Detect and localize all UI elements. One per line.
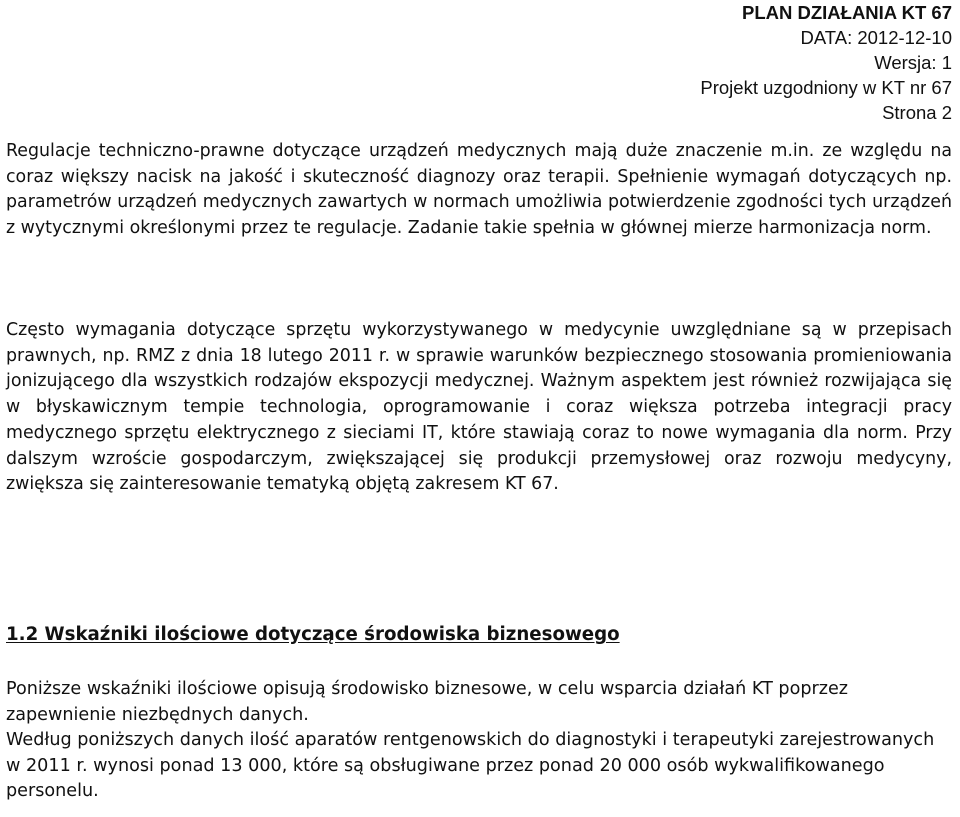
paragraph-text: Regulacje techniczno-prawne dotyczące urządzeń medycznych mają duże znaczenie m.in. ze względu na coraz większy nacisk na jakość i skuteczność diagnozy oraz terapii. Spełnienie wymagań dotyczących np. parametrów urządzeń medycznych zawartych w normach umożliwia potwierdzenie zgodności tych urządzeń z wytycznymi określonymi przez te regulacje. Zadanie takie spełnia w głównej mierze harmonizacja norm.: [6, 141, 952, 239]
paragraph-xray-data: Według poniższych danych ilość aparatów rentgenowskich do diagnostyki i terapeutyki zarejestrowanych w 2011 r. wynosi ponad 13 000, które są obsługiwane przez ponad 20 000 osób wykwalifikowanego personelu.: [6, 730, 935, 802]
paragraph-text: Często wymagania dotyczące sprzętu wykorzystywanego w medycynie uwzględniane są w przepisach prawnych, np. RMZ z dnia 18 lutego 2011 r. w sprawie warunków bezpiecznego stosowania promieniowania jonizującego dla wszystkich rodzajów ekspozycji medycznej. Ważnym aspektem jest również rozwijająca się w błyskawicznym tempie technologia, oprogramowanie i coraz większa potrzeba integracji pracy medycznego sprzętu elektrycznego z sieciami IT, które stawiają coraz to nowe wymagania dla norm. Przy dalszym wzroście gospodarczym, zwiększającej się produkcji przemysłowej oraz rozwoju medycyny, zwiększa się zainteresowanie tematyką objętą zakresem KT 67.: [6, 320, 952, 495]
paragraph-indicators: Poniższe wskaźniki ilościowe opisują środowisko biznesowe, w celu wsparcia działań KT poprzez zapewnienie niezbędnych danych.: [6, 679, 849, 725]
document-version: Wersja: 1: [874, 52, 952, 73]
approval-note: Projekt uzgodniony w KT nr 67: [700, 77, 952, 98]
document-date: DATA: 2012-12-10: [800, 27, 952, 48]
section-body: [6, 677, 952, 805]
paragraph-requirements: [6, 318, 952, 498]
section-heading: 1.2 Wskaźniki ilościowe dotyczące środowiska biznesowego: [6, 624, 620, 645]
document-title: PLAN DZIAŁANIA KT 67: [741, 2, 952, 23]
document-header: [700, 0, 952, 125]
paragraph-regulations: [6, 139, 952, 242]
page-number: Strona 2: [882, 102, 952, 123]
